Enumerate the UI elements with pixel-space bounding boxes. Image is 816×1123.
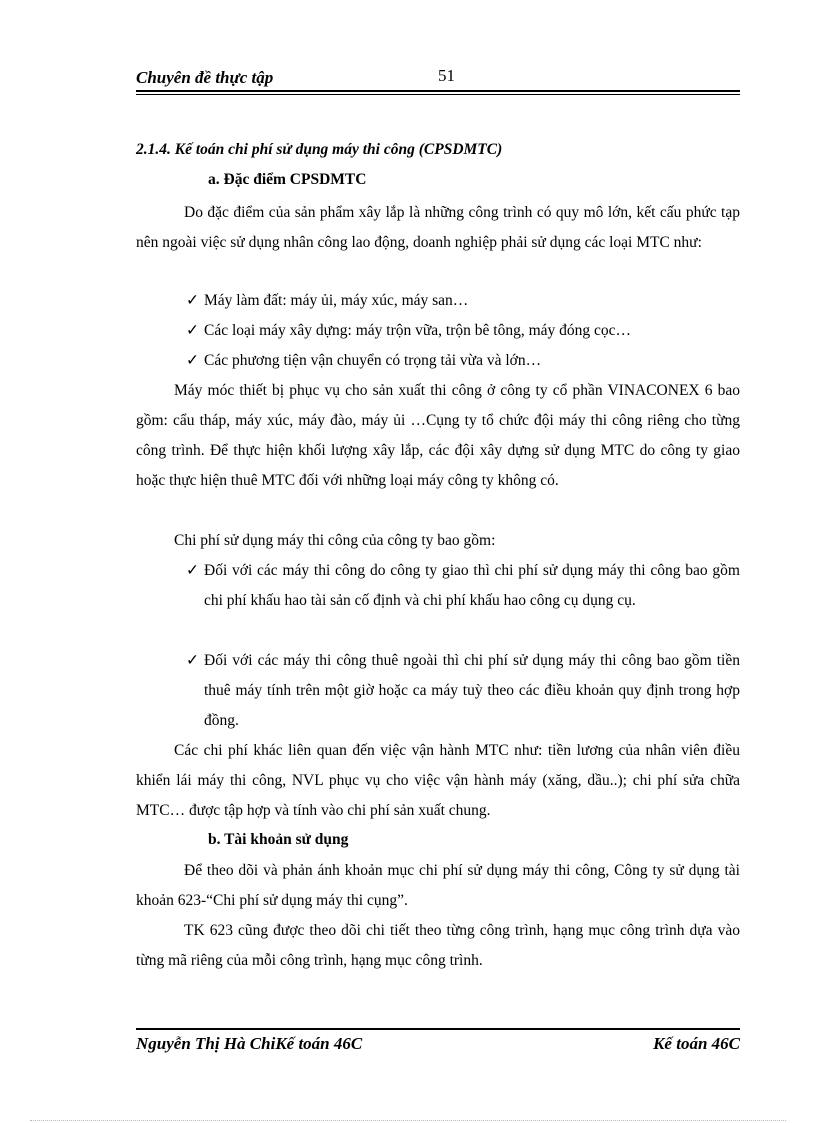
- paragraph-3: Chi phí sử dụng máy thi công của công ty bao gồm:: [174, 532, 496, 549]
- page-number: 51: [438, 66, 455, 85]
- paragraph-5: Để theo dõi và phản ánh khoản mục chi phí sử dụng máy thi công, Công ty sử dụng tài khoản 623-“Chi phí sử dụng máy thi cụng”.: [136, 862, 740, 909]
- bullet-text: Các phương tiện vận chuyển có trọng tải vừa và lớn…: [204, 352, 542, 369]
- paragraph-4: Các chi phí khác liên quan đến việc vận hành MTC như: tiền lương của nhân viên điều khiển lái máy thi công, NVL phục vụ cho việc vận hành máy (xăng, dầu..); chi phí sửa chữa MTC… được tập hợp và tính vào chi phí sản xuất chung.: [136, 742, 740, 819]
- header-title: Chuyên đề thực tập: [136, 68, 274, 87]
- bullet-item: [186, 316, 740, 346]
- checkmark-icon: ✓: [186, 322, 199, 339]
- bullet-item: [186, 646, 740, 736]
- checkmark-icon: ✓: [186, 292, 199, 309]
- checkmark-icon: ✓: [186, 562, 199, 579]
- footer-author: Nguyễn Thị Hà ChiKế toán 46C: [136, 1034, 363, 1053]
- bullet-text: Các loại máy xây dựng: máy trộn vữa, trộn bê tông, máy đóng cọc…: [204, 322, 632, 339]
- checkmark-icon: ✓: [186, 352, 199, 369]
- bullet-text: Đối với các máy thi công do công ty giao thì chi phí sử dụng máy thi công bao gồm chi phí khấu hao tài sản cố định và chi phí khấu hao công cụ dụng cụ.: [204, 562, 740, 609]
- bullet-text: Máy làm đất: máy ủi, máy xúc, máy san…: [204, 292, 469, 309]
- paragraph-2: Máy móc thiết bị phục vụ cho sản xuất thi công ở công ty cổ phần VINACONEX 6 bao gồm: cẩu tháp, máy xúc, máy đào, máy ủi …Cụng ty tổ chức đội máy thi công riêng cho từng công trình. Để thực hiện khối lượng xây lắp, các đội xây dựng sử dụng MTC do công ty giao hoặc thực hiện thuê MTC đối với những loại máy công ty không có.: [136, 382, 740, 489]
- footer-rule: [136, 1028, 740, 1030]
- bullet-item: [186, 346, 740, 376]
- section-heading: 2.1.4. Kế toán chi phí sử dụng máy thi công (CPSDMTC): [136, 141, 503, 158]
- header-rule: [136, 90, 740, 95]
- subheading-b: b. Tài khoản sử dụng: [208, 831, 349, 848]
- checkmark-icon: ✓: [186, 652, 199, 669]
- bullet-item: [186, 286, 740, 316]
- page-footer: [136, 1034, 740, 1058]
- page-header: [136, 66, 740, 88]
- bullet-text: Đối với các máy thi công thuê ngoài thì chi phí sử dụng máy thi công bao gồm tiền thuê máy tính trên một giờ hoặc ca máy tuỳ theo các điều khoản quy định trong hợp đồng.: [204, 652, 740, 729]
- paragraph-1: Do đặc điểm của sản phẩm xây lắp là những công trình có quy mô lớn, kết cấu phức tạp nên ngoài việc sử dụng nhân công lao động, doanh nghiệp phải sử dụng các loại MTC như:: [136, 204, 740, 251]
- footer-class: Kế toán 46C: [653, 1034, 740, 1053]
- subheading-a: a. Đặc điểm CPSDMTC: [208, 171, 367, 188]
- page-edge: [30, 1120, 786, 1121]
- paragraph-6: TK 623 cũng được theo dõi chi tiết theo từng công trình, hạng mục công trình dựa vào từng mã riêng của mỗi công trình, hạng mục công trình.: [136, 922, 740, 969]
- bullet-item: [186, 556, 740, 616]
